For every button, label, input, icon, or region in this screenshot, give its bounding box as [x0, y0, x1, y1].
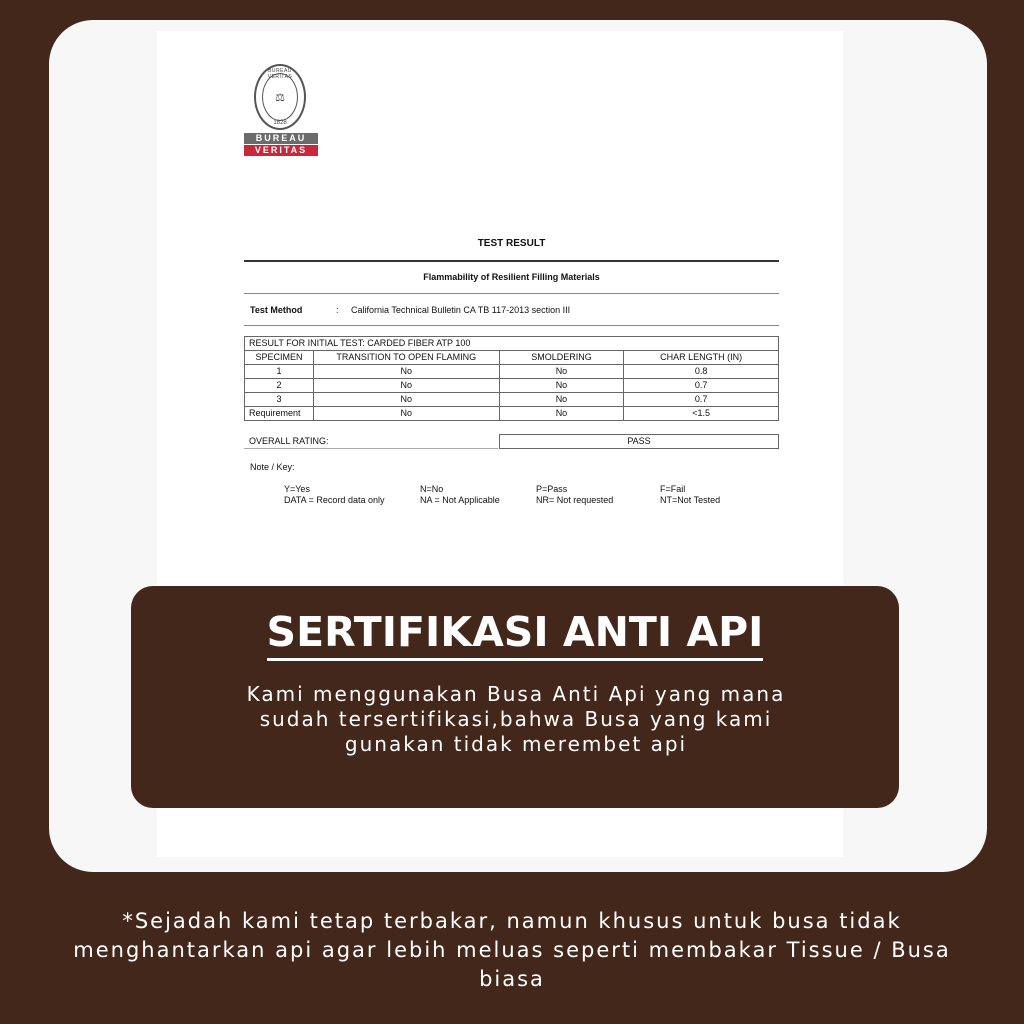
- table-row: [245, 379, 779, 393]
- table-cell: No: [499, 379, 624, 393]
- column-header: TRANSITION TO OPEN FLAMING: [313, 351, 499, 365]
- logo-seal-ring-text: BUREAU VERITAS: [267, 68, 293, 80]
- table-cell: 2: [245, 379, 314, 393]
- banner-title-text: SERTIFIKASI ANTI API: [267, 608, 764, 661]
- table-cell: Requirement: [245, 407, 314, 421]
- test-method-value: California Technical Bulletin CA TB 117-2013 section III: [351, 305, 571, 315]
- key-item: NA = Not Applicable: [420, 495, 500, 505]
- table-cell: <1.5: [624, 407, 779, 421]
- table-cell: No: [499, 393, 624, 407]
- method-divider: [244, 325, 779, 326]
- logo-seal-emblem-icon: ⚖: [262, 73, 298, 121]
- test-method-colon: :: [336, 305, 339, 315]
- column-header: CHAR LENGTH (IN): [624, 351, 779, 365]
- table-cell: 3: [245, 393, 314, 407]
- result-table: [244, 336, 779, 421]
- overall-rating-label: OVERALL RATING:: [244, 434, 498, 449]
- certification-banner: [131, 586, 899, 808]
- table-cell: 1: [245, 365, 314, 379]
- key-item: NT=Not Tested: [660, 495, 721, 505]
- table-header-row: [245, 351, 779, 365]
- key-item: NR= Not requested: [536, 495, 614, 505]
- column-header: SMOLDERING: [499, 351, 624, 365]
- note-key-title: Note / Key:: [250, 462, 295, 472]
- overall-rating-value: PASS: [499, 434, 779, 449]
- logo-seal: [254, 64, 306, 130]
- document-title: TEST RESULT: [477, 238, 546, 249]
- table-cell: 0.8: [624, 365, 779, 379]
- document-subtitle: Flammability of Resilient Filling Materials: [423, 272, 600, 282]
- footnote: *Sejadah kami tetap terbakar, namun khusus untuk busa tidak menghantarkan api agar lebih meluas seperti membakar Tissue / Busa biasa: [73, 909, 951, 991]
- table-cell: 0.7: [624, 379, 779, 393]
- banner-description: Kami menggunakan Busa Anti Api yang mana sudah tersertifikasi,bahwa Busa yang kami gunakan tidak merembet api: [246, 682, 786, 756]
- subtitle-divider: [244, 293, 779, 294]
- table-row: [245, 365, 779, 379]
- test-method-label: Test Method: [250, 305, 303, 315]
- table-caption-row: [245, 337, 779, 351]
- table-cell: No: [313, 407, 499, 421]
- logo-word-veritas: VERITAS: [244, 145, 318, 156]
- table-row: [245, 393, 779, 407]
- key-item: DATA = Record data only: [284, 495, 385, 505]
- table-cell: No: [499, 365, 624, 379]
- table-caption: RESULT FOR INITIAL TEST: CARDED FIBER ATP 100: [245, 337, 779, 351]
- banner-title: [131, 608, 899, 656]
- logo-seal-year: 1828: [273, 120, 287, 126]
- key-item: F=Fail: [660, 484, 686, 494]
- table-cell: No: [499, 407, 624, 421]
- table-cell: No: [313, 379, 499, 393]
- key-item: Y=Yes: [284, 484, 310, 494]
- logo-word-bureau: BUREAU: [244, 133, 318, 144]
- table-cell: No: [313, 365, 499, 379]
- overall-rating: [244, 434, 779, 449]
- key-item: N=No: [420, 484, 444, 494]
- column-header: SPECIMEN: [245, 351, 314, 365]
- table-cell: No: [313, 393, 499, 407]
- key-item: P=Pass: [536, 484, 568, 494]
- table-cell: 0.7: [624, 393, 779, 407]
- table-row: [245, 407, 779, 421]
- title-divider: [244, 260, 779, 262]
